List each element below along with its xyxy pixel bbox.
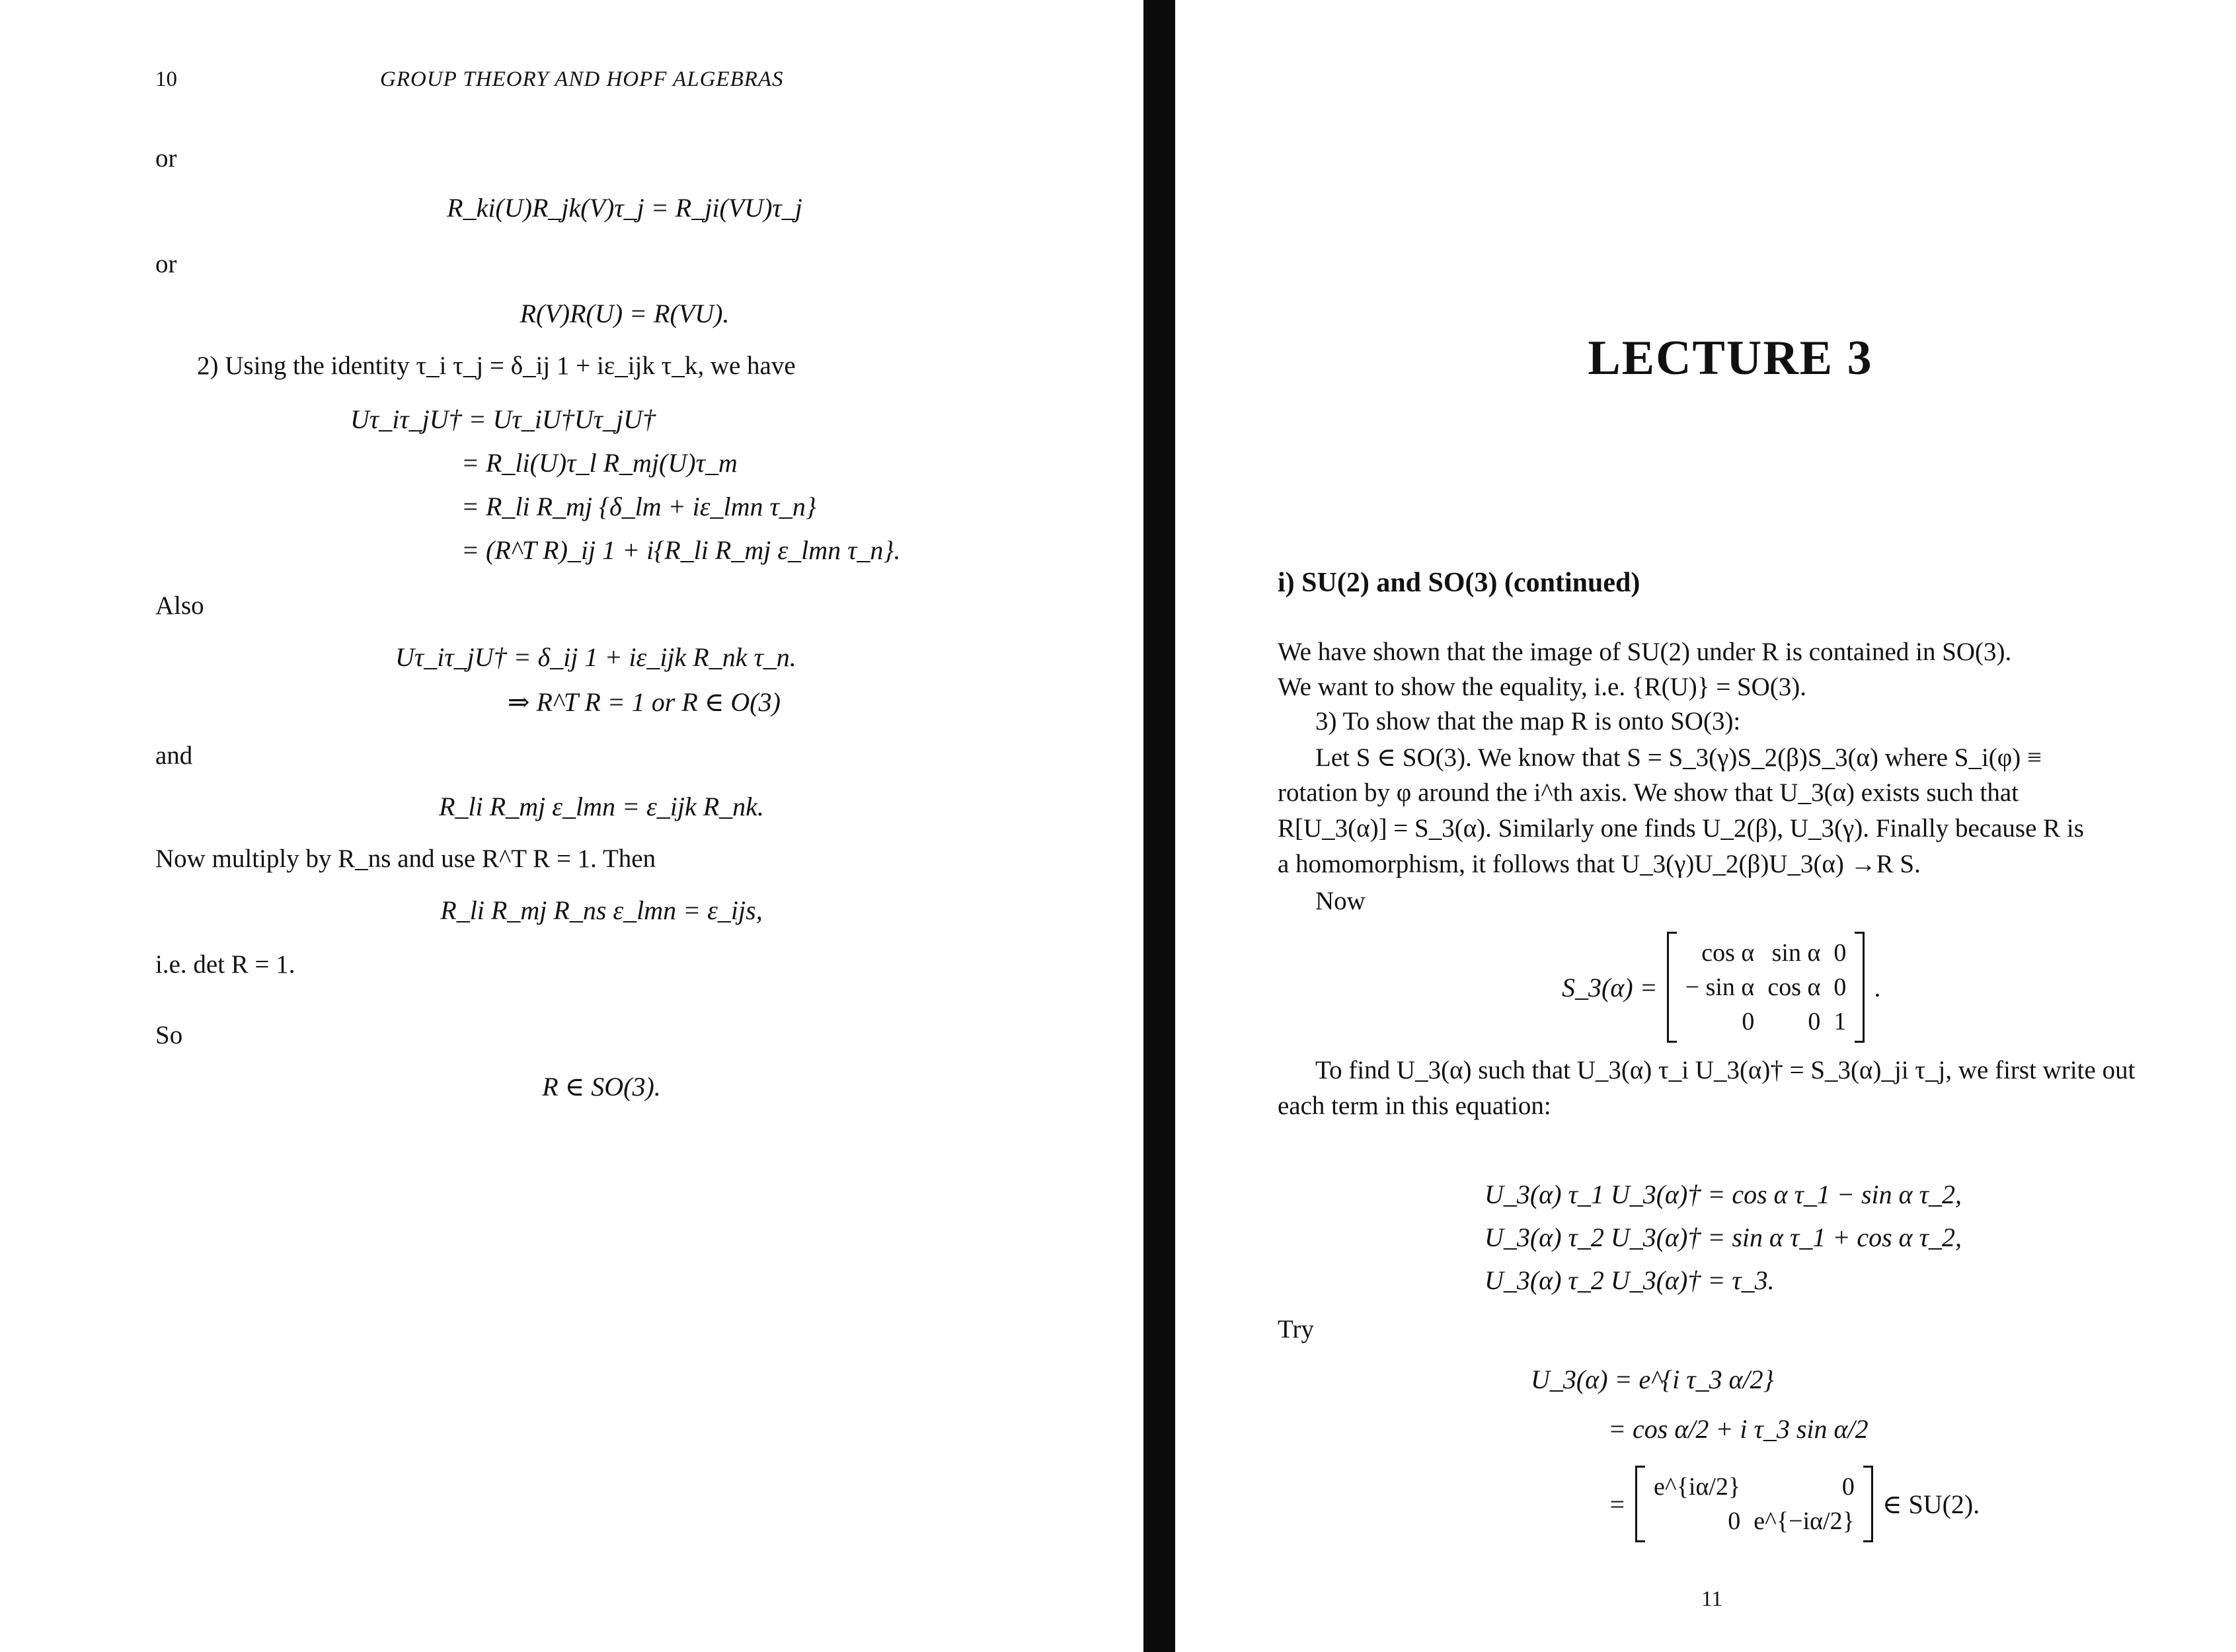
paragraph-1-line-2: We want to show the equality, i.e. {R(U)} = SO(3). [1278, 673, 1807, 701]
matrix-u3-tail: ∈ SU(2). [1882, 1489, 1980, 1519]
equation-2: R(V)R(U) = R(VU). [520, 299, 730, 328]
matrix-u3-cell: 0 [1728, 1507, 1741, 1535]
matrix-s3-brackets [1667, 932, 1865, 1043]
text-det: i.e. det R = 1. [155, 950, 295, 979]
text-or-2: or [155, 250, 177, 278]
text-and: and [155, 741, 193, 770]
equation-4b: ⇒ R^T R = 1 or R ∈ O(3) [508, 687, 781, 717]
running-head: GROUP THEORY AND HOPF ALGEBRAS [380, 67, 784, 91]
page-number-left: 10 [155, 67, 177, 91]
paragraph-3-line-2: rotation by φ around the i^th axis. We show that U_3(α) exists such that [1278, 778, 2019, 807]
paragraph-4-line-1: To find U_3(α) such that U_3(α) τ_i U_3(α)† = S_3(α)_ji τ_j, we first write out [1315, 1056, 2136, 1084]
matrix-s3 [1562, 932, 1880, 1043]
matrix-s3-table [1679, 936, 1853, 1039]
matrix-s3-cell: cos α [1701, 939, 1755, 967]
matrix-s3-cell: − sin α [1685, 973, 1755, 1001]
paragraph-3-line-4: a homomorphism, it follows that U_3(γ)U_2(β)U_3(α) →R S. [1278, 850, 1921, 878]
matrix-u3-brackets [1635, 1466, 1873, 1542]
paragraph-1-line-1: We have shown that the image of SU(2) under R is contained in SO(3). [1278, 638, 2012, 666]
text-try: Try [1278, 1315, 1314, 1343]
matrix-s3-cell: 0 [1833, 939, 1847, 967]
equation-1: R_ki(U)R_jk(V)τ_j = R_ji(VU)τ_j [447, 193, 802, 223]
equation-10a: U_3(α) = e^{i τ_3 α/2} [1531, 1365, 1774, 1394]
page-number-right: 11 [1701, 1587, 1722, 1611]
equation-3a: Uτ_iτ_jU† = Uτ_iU†Uτ_jU† [350, 404, 656, 434]
equation-9a: U_3(α) τ_1 U_3(α)† = cos α τ_1 − sin α τ_2, [1484, 1180, 1962, 1209]
matrix-u3-table [1647, 1470, 1861, 1538]
matrix-s3-label: S_3(α) = [1562, 972, 1658, 1002]
matrix-s3-cell: 0 [1833, 973, 1847, 1001]
equation-9c: U_3(α) τ_2 U_3(α)† = τ_3. [1484, 1265, 1775, 1295]
equation-3d: = (R^T R)_ij 1 + i{R_li R_mj ε_lmn τ_n}. [461, 535, 901, 565]
right-page [1175, 0, 2236, 1652]
section-heading: i) SU(2) and SO(3) (continued) [1278, 568, 1640, 598]
matrix-s3-cell: cos α [1767, 973, 1821, 1001]
text-so: So [155, 1021, 183, 1049]
matrix-s3-tail: . [1874, 972, 1881, 1002]
matrix-u3 [1608, 1466, 1980, 1542]
equation-10b: = cos α/2 + i τ_3 sin α/2 [1608, 1414, 1869, 1444]
text-now: Now [1315, 887, 1366, 915]
paragraph-4-line-2: each term in this equation: [1278, 1092, 1551, 1120]
matrix-u3-label: = [1608, 1489, 1626, 1519]
equation-3b: = R_li(U)τ_l R_mj(U)τ_m [461, 448, 738, 478]
paragraph-3-line-3: R[U_3(α)] = S_3(α). Similarly one finds U_2(β), U_3(γ). Finally because R is [1278, 814, 2084, 843]
equation-9b: U_3(α) τ_2 U_3(α)† = sin α τ_1 + cos α τ_2, [1484, 1222, 1962, 1252]
matrix-u3-cell: 0 [1841, 1473, 1855, 1501]
paragraph-3-line-1: Let S ∈ SO(3). We know that S = S_3(γ)S_2(β)S_3(α) where S_i(φ) ≡ [1315, 743, 2042, 772]
equation-4a: Uτ_iτ_jU† = δ_ij 1 + iε_ijk R_nk τ_n. [395, 642, 796, 672]
equation-3c: = R_li R_mj {δ_lm + iε_lmn τ_n} [461, 492, 816, 521]
matrix-s3-cell: 1 [1833, 1008, 1847, 1035]
matrix-u3-cell: e^{iα/2} [1654, 1473, 1741, 1501]
matrix-s3-cell: sin α [1771, 939, 1821, 967]
equation-7: R ∈ SO(3). [542, 1072, 661, 1102]
text-step-2: 2) Using the identity τ_i τ_j = δ_ij 1 + iε_ijk τ_k, we have [197, 352, 796, 380]
equation-5: R_li R_mj ε_lmn = ε_ijk R_nk. [439, 792, 764, 821]
book-gutter [1143, 0, 1175, 1652]
matrix-s3-cell: 0 [1742, 1008, 1755, 1035]
text-now-multiply: Now multiply by R_ns and use R^T R = 1. Then [155, 845, 656, 873]
equation-6: R_li R_mj R_ns ε_lmn = ε_ijs, [440, 895, 763, 925]
paragraph-2: 3) To show that the map R is onto SO(3): [1315, 707, 1741, 735]
matrix-u3-cell: e^{−iα/2} [1754, 1507, 1855, 1535]
text-also: Also [155, 591, 204, 620]
lecture-title: LECTURE 3 [1588, 331, 1873, 385]
text-or-1: or [155, 144, 177, 172]
matrix-s3-cell: 0 [1808, 1008, 1821, 1035]
